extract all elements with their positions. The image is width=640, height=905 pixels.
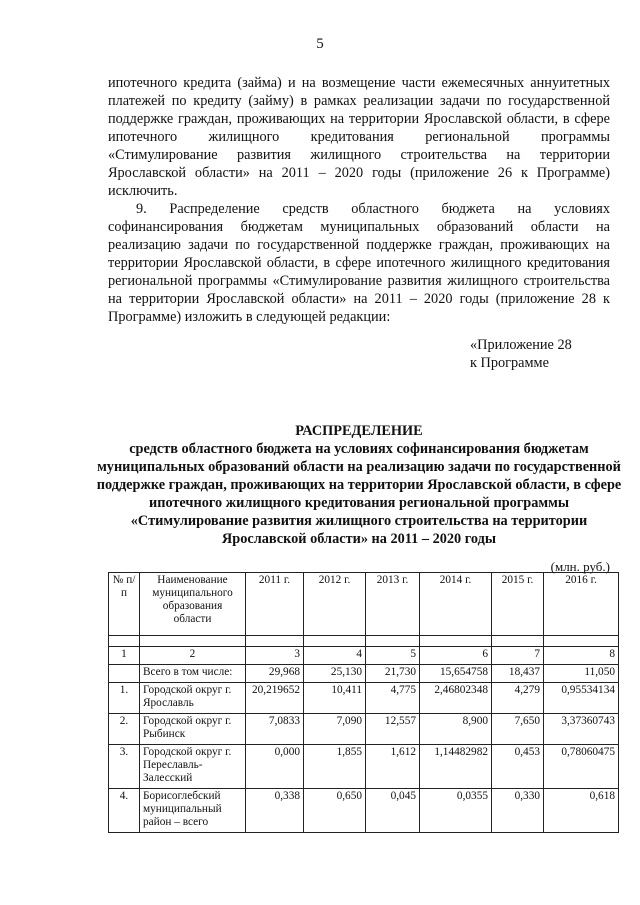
row-value-2016: 0,78060475 xyxy=(544,745,619,789)
row-value-2014: 8,900 xyxy=(420,714,492,745)
row-value-2013: 0,045 xyxy=(366,789,420,833)
table-gap-row xyxy=(109,636,619,647)
row-number xyxy=(109,665,140,683)
row-value-2014: 0,0355 xyxy=(420,789,492,833)
index-cell: 2 xyxy=(140,647,246,665)
row-value-2012: 0,650 xyxy=(304,789,366,833)
row-value-2016: 0,618 xyxy=(544,789,619,833)
row-value-2016: 3,37360743 xyxy=(544,714,619,745)
col-header-2015: 2015 г. xyxy=(492,573,544,636)
paragraph-1: ипотечного кредита (займа) и на возмещение части ежемесячных аннуитетных платежей по кредиту (займу) в рамках реализации задачи по государственной поддержке граждан, проживающих на территории Ярославской области, в сфере ипотечного жилищного кредитования региональной программы «Стимулирование развития жилищного строительства на территории Ярославской области» на 2011 – 2020 годы (приложение 26 к Программе) исключить. xyxy=(108,75,610,199)
col-header-2012: 2012 г. xyxy=(304,573,366,636)
row-value-2012: 10,411 xyxy=(304,683,366,714)
distribution-table xyxy=(108,572,619,833)
row-number: 2. xyxy=(109,714,140,745)
col-header-2013: 2013 г. xyxy=(366,573,420,636)
table-row xyxy=(109,714,619,745)
row-value-2016: 11,050 xyxy=(544,665,619,683)
row-value-2012: 25,130 xyxy=(304,665,366,683)
row-value-2015: 7,650 xyxy=(492,714,544,745)
row-value-2013: 21,730 xyxy=(366,665,420,683)
index-cell: 4 xyxy=(304,647,366,665)
row-value-2012: 7,090 xyxy=(304,714,366,745)
row-value-2016: 0,95534134 xyxy=(544,683,619,714)
document-heading xyxy=(90,422,628,548)
appendix-line-1: «Приложение 28 xyxy=(470,337,572,353)
row-value-2011: 29,968 xyxy=(246,665,304,683)
row-name: Городской округ г. Рыбинск xyxy=(140,714,246,745)
col-header-number: № п/п xyxy=(109,573,140,636)
table-header-row xyxy=(109,573,619,636)
units-label: (млн. руб.) xyxy=(550,559,610,574)
appendix-line-2: к Программе xyxy=(470,355,549,371)
table-row xyxy=(109,683,619,714)
index-cell: 3 xyxy=(246,647,304,665)
index-cell: 8 xyxy=(544,647,619,665)
row-number: 3. xyxy=(109,745,140,789)
table-index-row xyxy=(109,647,619,665)
row-value-2013: 1,612 xyxy=(366,745,420,789)
row-value-2011: 7,0833 xyxy=(246,714,304,745)
col-header-2014: 2014 г. xyxy=(420,573,492,636)
row-value-2014: 15,654758 xyxy=(420,665,492,683)
table-row xyxy=(109,745,619,789)
row-value-2011: 0,000 xyxy=(246,745,304,789)
row-value-2015: 0,453 xyxy=(492,745,544,789)
row-number: 4. xyxy=(109,789,140,833)
row-value-2011: 20,219652 xyxy=(246,683,304,714)
row-value-2015: 0,330 xyxy=(492,789,544,833)
heading-title: РАСПРЕДЕЛЕНИЕ xyxy=(295,423,423,439)
row-name: Борисоглебский муниципальный район – всего xyxy=(140,789,246,833)
row-value-2013: 12,557 xyxy=(366,714,420,745)
row-name: Городской округ г. Переславль-Залесский xyxy=(140,745,246,789)
row-value-2011: 0,338 xyxy=(246,789,304,833)
row-value-2012: 1,855 xyxy=(304,745,366,789)
index-cell: 1 xyxy=(109,647,140,665)
index-cell: 6 xyxy=(420,647,492,665)
row-value-2015: 18,437 xyxy=(492,665,544,683)
col-header-2016: 2016 г. xyxy=(544,573,619,636)
row-name: Всего в том числе: xyxy=(140,665,246,683)
index-cell: 5 xyxy=(366,647,420,665)
row-value-2015: 4,279 xyxy=(492,683,544,714)
page-number: 5 xyxy=(316,36,324,52)
heading-subtitle: средств областного бюджета на условиях софинансирования бюджетам муниципальных образований области на реализацию задачи по государственной поддержке граждан, проживающих на территории Ярославской области, в сфере ипотечного жилищного кредитования региональной программы «Стимулирование развития жилищного строительства на территории Ярославской области» на 2011 – 2020 годы xyxy=(96,441,622,547)
row-value-2013: 4,775 xyxy=(366,683,420,714)
index-cell: 7 xyxy=(492,647,544,665)
appendix-note xyxy=(470,336,572,372)
col-header-name: Наименование муниципального образования области xyxy=(140,573,246,636)
row-name: Городской округ г. Ярославль xyxy=(140,683,246,714)
row-number: 1. xyxy=(109,683,140,714)
table-row xyxy=(109,665,619,683)
row-value-2014: 1,14482982 xyxy=(420,745,492,789)
paragraph-2: 9. Распределение средств областного бюджета на условиях софинансирования бюджетам муниципальных образований области на реализацию задачи по государственной поддержке граждан, проживающих на территории Ярославской области, в сфере ипотечного жилищного кредитования региональной программы «Стимулирование развития жилищного строительства на территории Ярославской области» на 2011 – 2020 годы (приложение 28 к Программе) изложить в следующей редакции: xyxy=(108,201,610,325)
table-row xyxy=(109,789,619,833)
row-value-2014: 2,46802348 xyxy=(420,683,492,714)
col-header-2011: 2011 г. xyxy=(246,573,304,636)
